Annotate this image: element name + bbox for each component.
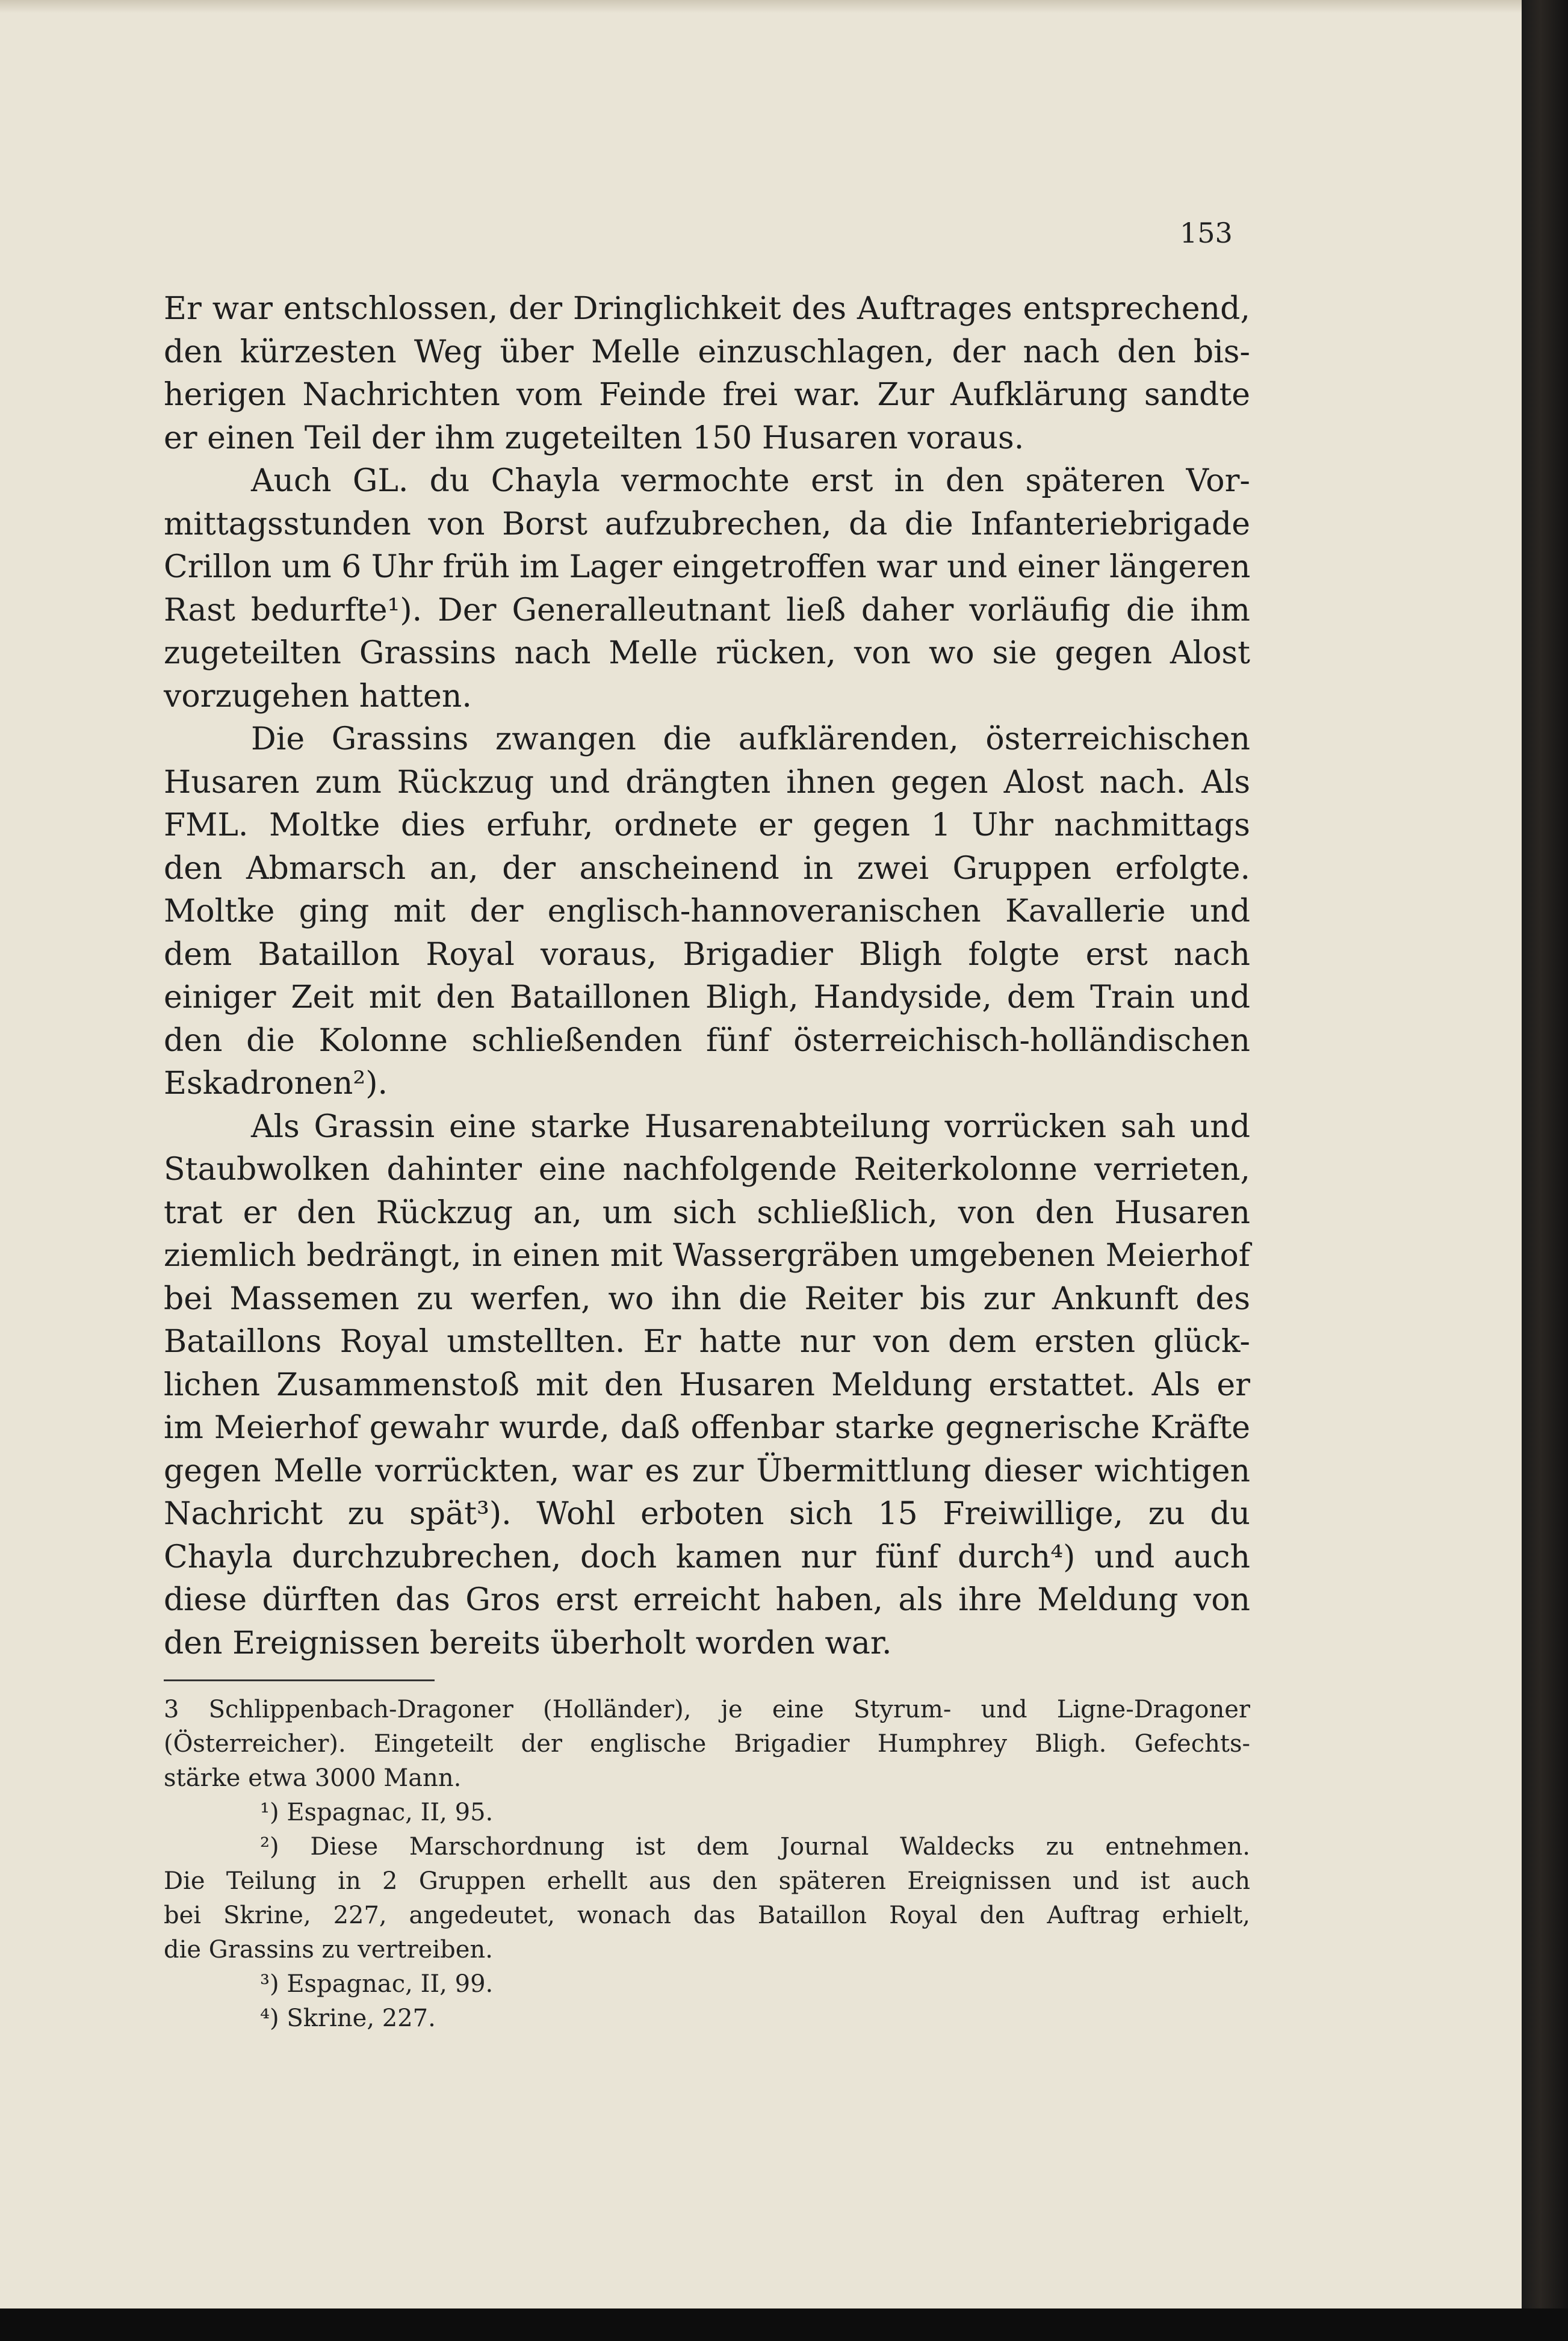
footnotes [164,1693,1250,2036]
footnote-line: stärke etwa 3000 Mann. [164,1764,462,1792]
text-line: FML. Moltke dies erfuhr, ordnete er gegen 1 Uhr nachmittags [164,807,1250,843]
main-text [164,288,1250,1665]
footnote-line: Die Teilung in 2 Gruppen erhellt aus den späteren Ereignissen und ist auch [164,1867,1250,1895]
text-line: Nachricht zu spät³). Wohl erboten sich 15 Freiwillige, zu du [164,1496,1250,1532]
footnote-divider [164,1679,435,1681]
text-line: den Ereignissen bereits überholt worden war. [164,1625,892,1661]
text-line: lichen Zusammenstoß mit den Husaren Meldung erstattet. Als er [164,1366,1250,1403]
text-line: Als Grassin eine starke Husarenabteilung vorrücken sah und [251,1108,1250,1145]
text-line: Rast bedurfte¹). Der Generalleutnant ließ daher vorläufig die ihm [164,592,1250,628]
text-line: ziemlich bedrängt, in einen mit Wassergräben umgebenen Meierhof [164,1238,1250,1274]
footnote-1: ¹) Espagnac, II, 95. [260,1799,494,1826]
footnote-line: (Österreicher). Eingeteilt der englische Brigadier Humphrey Bligh. Gefechts- [164,1730,1250,1758]
text-line: er einen Teil der ihm zugeteilten 150 Husaren voraus. [164,420,1024,456]
text-line: den kürzesten Weg über Melle einzuschlagen, der nach den bis- [164,333,1250,370]
text-line: den Abmarsch an, der anscheinend in zwei Gruppen erfolgte. [164,850,1250,887]
text-line: im Meierhof gewahr wurde, daß offenbar starke gegnerische Kräfte [164,1410,1250,1446]
text-line: bei Massemen zu werfen, wo ihn die Reiter bis zur Ankunft des [164,1280,1250,1317]
text-line: Auch GL. du Chayla vermochte erst in den späteren Vor- [251,463,1250,499]
text-line: Chayla durchzubrechen, doch kamen nur fünf durch⁴) und auch [164,1539,1250,1575]
text-line: vorzugehen hatten. [164,678,472,715]
text-line: den die Kolonne schließenden fünf österreichisch-holländischen [164,1022,1250,1059]
page-top-shadow [0,0,1522,13]
text-line: Moltke ging mit der englisch-hannoveranischen Kavallerie und [164,893,1250,929]
text-line: Staubwolken dahinter eine nachfolgende Reiterkolonne verrieten, [164,1152,1250,1188]
footnote-2: ²) Diese Marschordnung ist dem Journal Waldecks zu entnehmen. [260,1833,1250,1861]
scan-bottom-edge [0,2308,1568,2341]
text-line: diese dürften das Gros erst erreicht haben, als ihre Meldung von [164,1582,1250,1618]
text-line: zugeteilten Grassins nach Melle rücken, von wo sie gegen Alost [164,635,1250,671]
scan-edge [1522,0,1568,2341]
footnote-4: ⁴) Skrine, 227. [260,2005,436,2032]
page-number: 153 [1180,217,1233,249]
text-line: mittagsstunden von Borst aufzubrechen, da die Infanteriebrigade [164,506,1250,542]
text-line: herigen Nachrichten vom Feinde frei war. Zur Aufklärung sandte [164,377,1250,413]
text-line: gegen Melle vorrückten, war es zur Übermittlung dieser wichtigen [164,1453,1250,1489]
text-line: einiger Zeit mit den Bataillonen Bligh, Handyside, dem Train und [164,979,1250,1015]
footnote-line: 3 Schlippenbach-Dragoner (Holländer), je eine Styrum- und Ligne-Dragoner [164,1696,1250,1723]
text-line: trat er den Rückzug an, um sich schließlich, von den Husaren [164,1194,1250,1231]
text-line: Crillon um 6 Uhr früh im Lager eingetroffen war und einer längeren [164,549,1251,585]
text-line: Die Grassins zwangen die aufklärenden, österreichischen [251,721,1250,757]
footnote-3: ³) Espagnac, II, 99. [260,1970,494,1998]
text-line: dem Bataillon Royal voraus, Brigadier Bligh folgte erst nach [164,936,1250,973]
footnote-line: bei Skrine, 227, angedeutet, wonach das Bataillon Royal den Auftrag erhielt, [164,1902,1250,1929]
text-line: Bataillons Royal umstellten. Er hatte nur von dem ersten glück- [164,1324,1250,1360]
text-line: Er war entschlossen, der Dringlichkeit des Auftrages entsprechend, [164,291,1250,327]
text-line: Eskadronen²). [164,1065,388,1102]
footnote-line: die Grassins zu vertreiben. [164,1936,493,1964]
text-line: Husaren zum Rückzug und drängten ihnen gegen Alost nach. Als [164,764,1250,801]
